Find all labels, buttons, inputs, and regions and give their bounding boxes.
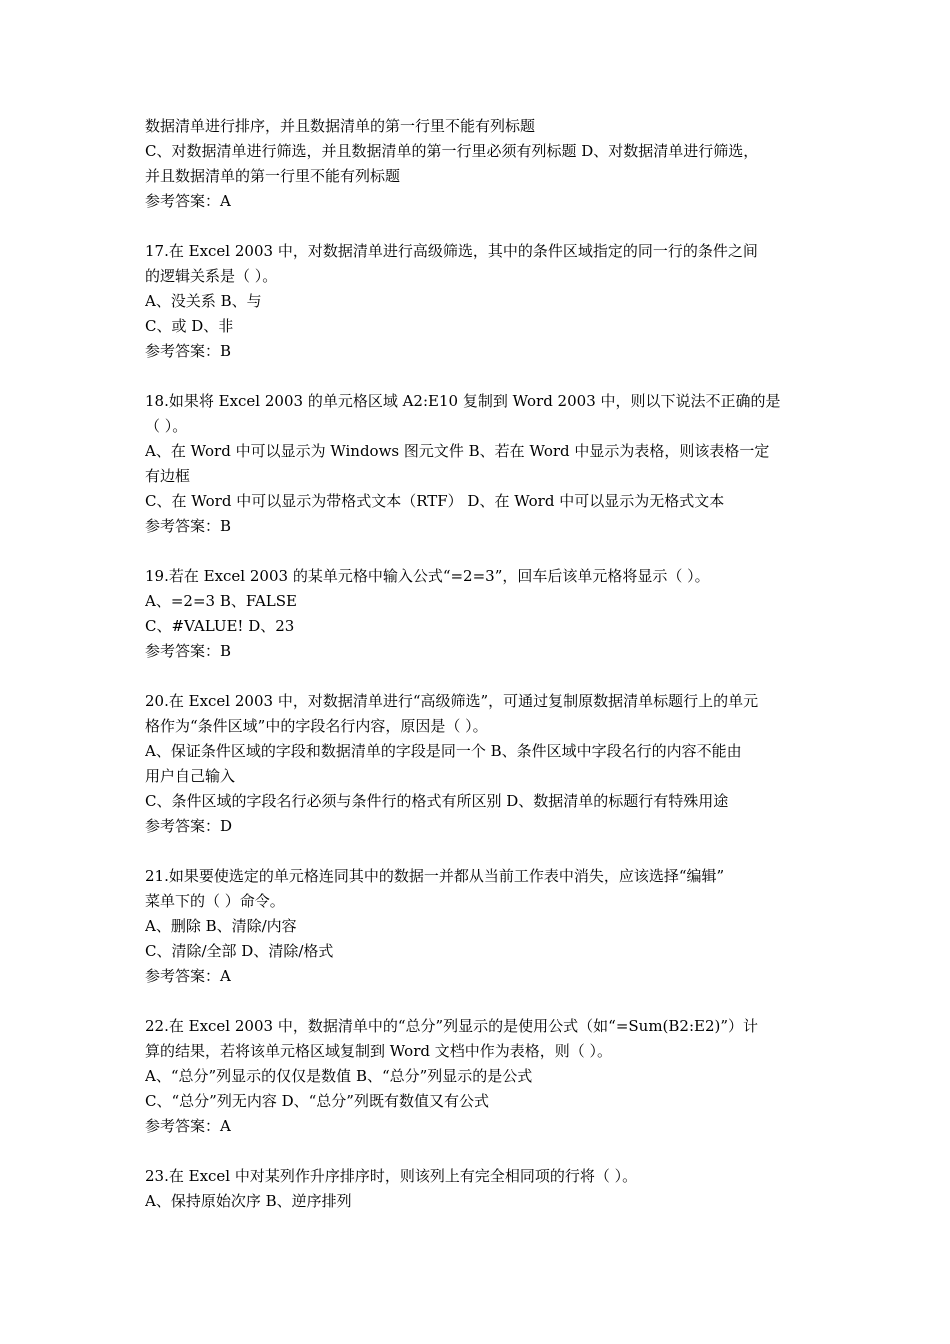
question-text: 格作为“条件区域”中的字段名行内容，原因是（ ）。 xyxy=(145,717,488,735)
spacer xyxy=(145,539,810,564)
option-line: 并且数据清单的第一行里不能有列标题 xyxy=(145,167,401,185)
question-block-21 xyxy=(145,864,810,989)
question-text: 19.若在 Excel 2003 的某单元格中输入公式“=2=3”，回车后该单元格将显示（ ）。 xyxy=(145,567,710,585)
option-line: C、或 D、非 xyxy=(145,317,234,335)
question-block-18 xyxy=(145,389,810,539)
question-block-16-tail xyxy=(145,114,810,214)
answer-line: 参考答案：A xyxy=(145,967,231,985)
answer-line: 参考答案：B xyxy=(145,517,232,535)
text-line: 数据清单进行排序，并且数据清单的第一行里不能有列标题 xyxy=(145,117,536,135)
option-line: C、对数据清单进行筛选，并且数据清单的第一行里必须有列标题 D、对数据清单进行筛选， xyxy=(145,142,759,160)
option-line: A、删除 B、清除/内容 xyxy=(145,917,297,935)
option-line: C、#VALUE! D、23 xyxy=(145,617,295,635)
question-block-20 xyxy=(145,689,810,839)
question-block-23 xyxy=(145,1164,810,1214)
option-line: C、在 Word 中可以显示为带格式文本（RTF） D、在 Word 中可以显示为无格式文本 xyxy=(145,492,725,510)
option-line: A、在 Word 中可以显示为 Windows 图元文件 B、若在 Word 中显示为表格，则该表格一定 xyxy=(145,442,770,460)
option-line: A、=2=3 B、FALSE xyxy=(145,592,297,610)
answer-line: 参考答案：B xyxy=(145,642,232,660)
spacer xyxy=(145,364,810,389)
question-text: 20.在 Excel 2003 中，对数据清单进行“高级筛选”，可通过复制原数据清单标题行上的单元 xyxy=(145,692,759,710)
spacer xyxy=(145,839,810,864)
question-text: （ ）。 xyxy=(145,417,188,435)
question-text: 菜单下的（ ）命令。 xyxy=(145,892,285,910)
question-text: 21.如果要使选定的单元格连同其中的数据一并都从当前工作表中消失，应该选择“编辑” xyxy=(145,867,725,885)
spacer xyxy=(145,214,810,239)
option-line: A、保持原始次序 B、逆序排列 xyxy=(145,1192,352,1210)
spacer xyxy=(145,1139,810,1164)
question-text: 22.在 Excel 2003 中，数据清单中的“总分”列显示的是使用公式（如“=Sum(B2:E2)”）计 xyxy=(145,1017,759,1035)
question-text: 17.在 Excel 2003 中，对数据清单进行高级筛选，其中的条件区域指定的同一行的条件之间 xyxy=(145,242,758,260)
answer-line: 参考答案：A xyxy=(145,192,231,210)
spacer xyxy=(145,989,810,1014)
option-line: 用户自己输入 xyxy=(145,767,236,785)
answer-line: 参考答案：B xyxy=(145,342,232,360)
document-page xyxy=(145,114,810,1214)
option-line: C、“总分”列无内容 D、“总分”列既有数值又有公式 xyxy=(145,1092,489,1110)
answer-line: 参考答案：D xyxy=(145,817,233,835)
option-line: 有边框 xyxy=(145,467,191,485)
question-block-17 xyxy=(145,239,810,364)
option-line: A、保证条件区域的字段和数据清单的字段是同一个 B、条件区域中字段名行的内容不能由 xyxy=(145,742,742,760)
answer-line: 参考答案：A xyxy=(145,1117,231,1135)
spacer xyxy=(145,664,810,689)
question-text: 18.如果将 Excel 2003 的单元格区域 A2:E10 复制到 Word 2003 中，则以下说法不正确的是 xyxy=(145,392,781,410)
option-line: C、条件区域的字段名行必须与条件行的格式有所区别 D、数据清单的标题行有特殊用途 xyxy=(145,792,729,810)
option-line: A、“总分”列显示的仅仅是数值 B、“总分”列显示的是公式 xyxy=(145,1067,533,1085)
option-line: C、清除/全部 D、清除/格式 xyxy=(145,942,334,960)
question-text: 23.在 Excel 中对某列作升序排序时，则该列上有完全相同项的行将（ ）。 xyxy=(145,1167,638,1185)
question-block-19 xyxy=(145,564,810,664)
question-block-22 xyxy=(145,1014,810,1139)
option-line: A、没关系 B、与 xyxy=(145,292,262,310)
question-text: 的逻辑关系是（ ）。 xyxy=(145,267,278,285)
question-text: 算的结果，若将该单元格区域复制到 Word 文档中作为表格，则（ ）。 xyxy=(145,1042,613,1060)
